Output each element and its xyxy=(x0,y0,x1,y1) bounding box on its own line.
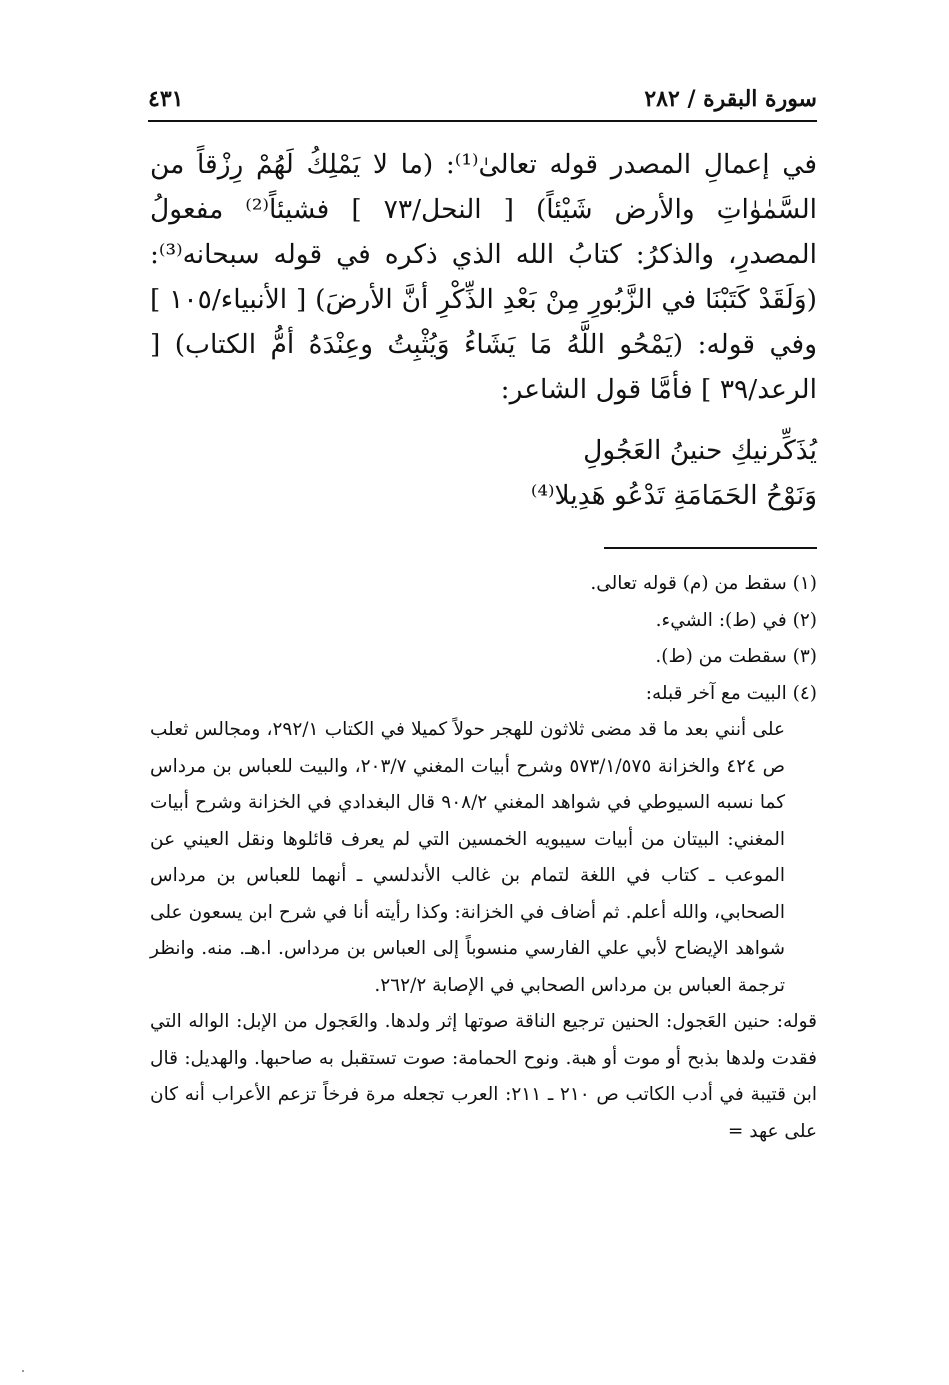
poem-verse-line-2: وَنَوْحُ الحَمَامَةِ تَدْعُو هَدِيلا⁽⁴⁾ xyxy=(530,480,817,511)
main-paragraph: في إعمالِ المصدر قوله تعالىٰ⁽¹⁾: (ما لا يَمْلِكُ لَهُمْ رِزْقاً من السَّمٰوٰاتِ والأرض شَيْئاً) [ النحل/٧٣ ] فشيئاً⁽²⁾ مفعولُ المصدرِ، والذكرُ: كتابُ الله الذي ذكره في قوله سبحانه⁽³⁾: (وَلَقَدْ كَتَبْنَا في الزَّبُورِ مِنْ بَعْدِ الذِّكْرِ أنَّ الأرضَ) [ الأنبياء/١٠٥ ] وفي قوله: (يَمْحُو اللَّهُ مَا يَشَاءُ وَيُثْبِتُ وعِنْدَهُ أمُّ الكتاب) [ الرعد/٣٩ ] فأمَّا قول الشاعر: xyxy=(150,149,818,405)
footnote-divider xyxy=(604,547,817,549)
scan-speck xyxy=(22,1370,24,1372)
footnote-4: (٤) البيت مع آخر قبله: xyxy=(645,682,817,704)
poem-verse-line-1: يُذَكِّرنيكِ حنينُ العَجُولِ xyxy=(583,435,817,466)
page-header xyxy=(148,80,817,116)
footnote-3: (٣) سقطت من (ط). xyxy=(655,646,817,667)
footnote-1: (١) سقط من (م) قوله تعالى. xyxy=(590,573,817,594)
page-number: ٤٣١ xyxy=(148,86,184,112)
footnotes xyxy=(150,566,817,1150)
surah-title: سورة البقرة / ٢٨٢ xyxy=(644,86,817,112)
main-text xyxy=(150,142,817,412)
header-divider xyxy=(148,120,817,122)
footnote-2: (٢) في (ط): الشيء. xyxy=(655,609,817,631)
footnote-4-body: على أنني بعد ما قد مضى ثلاثون للهجر حولاً كميلا في الكتاب ٢٩٢/١، ومجالس ثعلب ص ٤٢٤ والخزانة ٥٧٣/١/٥٧٥ وشرح أبيات المغني ٢٠٣/٧، والبيت للعباس بن مرداس كما نسبه السيوطي في شواهد المغني ٩٠٨/٢ قال البغدادي في الخزانة وشرح أبيات المغني: البيتان من أبيات سيبويه الخمسين التي لم يعرف قائلوها ونقل العيني عن الموعب ـ كتاب في اللغة لتمام بن غالب الأندلسي ـ أنهما للعباس بن مرداس الصحابي، والله أعلم. ثم أضاف في الخزانة: وكذا رأيته أنا في شرح ابن يسعون على شواهد الإيضاح لأبي علي الفارسي منسوباً إلى العباس بن مرداس. ا.هـ. منه. وانظر ترجمة العباس بن مرداس الصحابي في الإصابة ٢٦٢/٢. xyxy=(150,719,786,996)
footnote-4-explanation: قوله: حنين العَجول: الحنين ترجيع الناقة صوتها إثر ولدها. والعَجول من الإبل: الواله التي فقدت ولدها بذبح أو موت أو هبة. ونوح الحمامة: صوت تستقبل به صاحبها. والهديل: قال ابن قتيبة في أدب الكاتب ص ٢١٠ ـ ٢١١: العرب تجعله مرة فرخاً تزعم الأعراب أنه كان على عهد = xyxy=(150,1011,817,1142)
